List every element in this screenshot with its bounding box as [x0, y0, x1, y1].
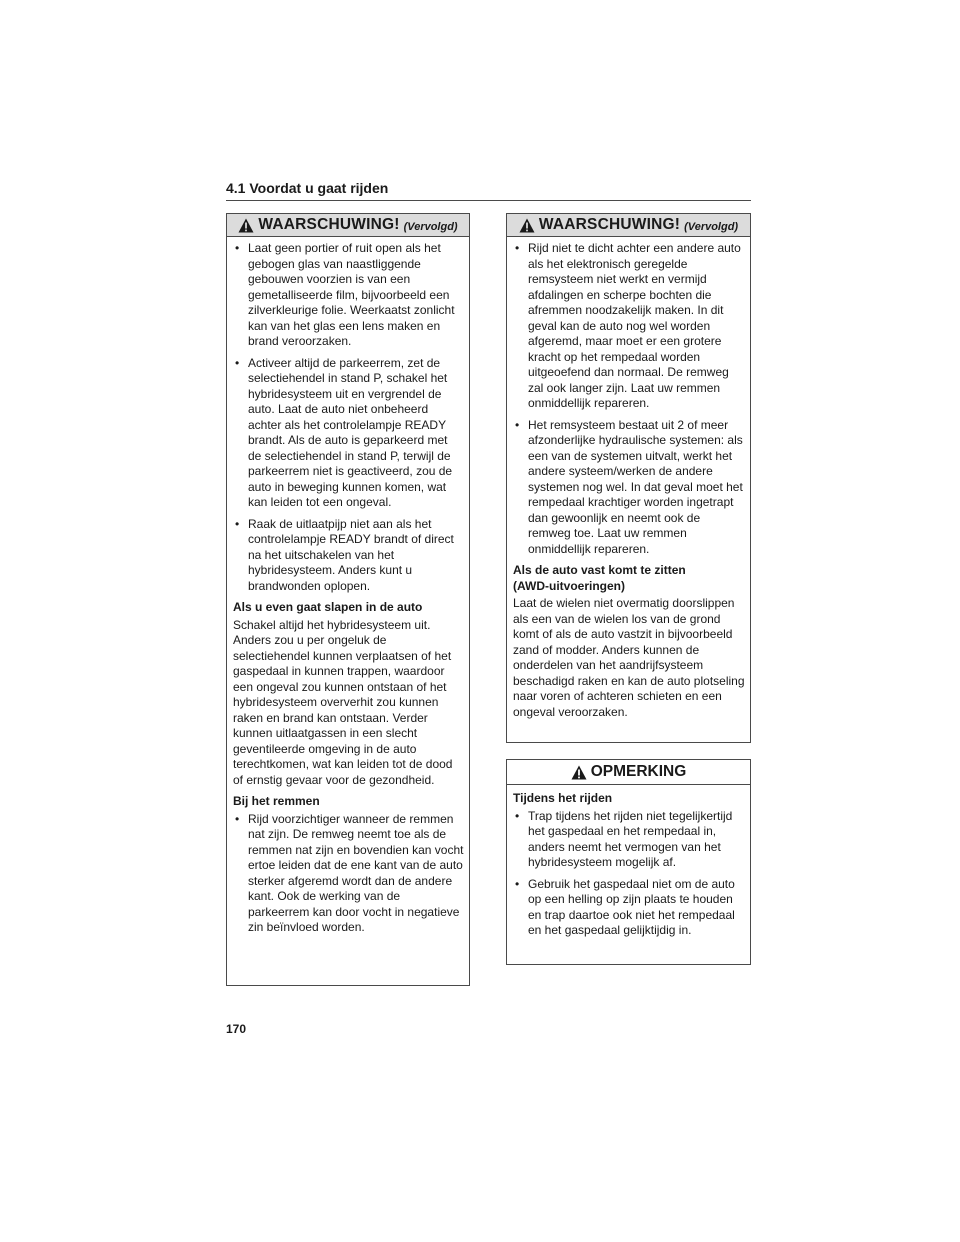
note-header	[507, 760, 750, 785]
warning-title: WAARSCHUWING!	[258, 216, 400, 233]
warning-header	[227, 214, 469, 237]
subheading-brake: Bij het remmen	[233, 794, 320, 808]
bullet-item: • Laat geen portier of ruit open als het gebogen glas van naastliggende gebouwen voorzien is van een gemetalliseerde film, bijvoorbeeld een zilverkleurige folie. Weerkaatst zonlicht kan van het glas een lens maken en brand veroorzaken.	[233, 241, 464, 350]
bullet-item: • Trap tijdens het rijden niet tegelijkertijd het gaspedaal en het rempedaal in, anders neemt het vermogen van het hybridesysteem mogelijk af.	[513, 809, 745, 871]
warning-box-left	[226, 213, 470, 986]
warning-box-right	[506, 213, 751, 743]
paragraph-stuck: Laat de wielen niet overmatig doorslippen als een van de wielen los van de grond komt of als de auto vastzit in bijvoorbeeld zand of modder. Anders kunnen de onderdelen van het aandrijfsysteem beschadigd raken en kan de auto plotseling naar voren of achteren schieten en een ongeval veroorzaken.	[513, 596, 745, 719]
subheading-sleep: Als u even gaat slapen in de auto	[233, 600, 423, 614]
warning-triangle-icon	[519, 218, 535, 233]
subheading-stuck: Als de auto vast komt te zitten	[513, 563, 686, 577]
note-title: OPMERKING	[590, 763, 687, 780]
section-title: 4.1 Voordat u gaat rijden	[226, 180, 751, 201]
bullet-item: • Activeer altijd de parkeerrem, zet de selectiehendel in stand P, schakel het hybridesysteem uit en vergrendel de auto. Laat de auto niet onbeheerd achter als het controlelampje READY brandt. Als de auto is geparkeerd met de selectiehendel in stand P, terwijl de parkeerrem niet is geactiveerd, zou de auto in beweging kunnen komen, wat kan leiden tot een ongeval.	[233, 356, 464, 511]
subheading-driving: Tijdens het rijden	[513, 791, 613, 805]
bullet-item: • Raak de uitlaatpijp niet aan als het controlelampje READY brandt of direct na het uitschakelen van het hybridesysteem. Anders kunt u brandwonden oplopen.	[233, 517, 464, 595]
continued-label: (Vervolgd)	[684, 220, 739, 233]
note-box	[506, 759, 751, 965]
warning-body	[507, 237, 750, 732]
bullet-item: • Rijd niet te dicht achter een andere auto als het elektronisch geregelde remsysteem niet werkt en vermijd afdalingen en scherpe bochten die afremmen noodzakelijk maken. In dit geval kan de auto nog wel worden afgeremd, maar moet er een grotere kracht op het rempedaal worden uitgeoefend dan normaal. De remweg zal ook langer zijn. Laat uw remmen onmiddellijk repareren.	[513, 241, 745, 412]
bullet-item: • Rijd voorzichtiger wanneer de remmen nat zijn. De remweg neemt toe als de remmen nat zijn en bovendien kan vocht ertoe leiden dat de ene kant van de auto sterker afgeremd wordt dan de andere kant. Ook de werking van de parkeerrem kan door vocht in negatieve zin beïnvloed worden.	[233, 812, 464, 936]
bullet-item: • Gebruik het gaspedaal niet om de auto op een helling op zijn plaats te houden en trap daartoe ook niet het rempedaal en het gaspedaal gelijktijdig in.	[513, 877, 745, 939]
note-body	[507, 785, 750, 951]
warning-body	[227, 237, 469, 948]
continued-label: (Vervolgd)	[403, 220, 458, 233]
warning-triangle-icon	[238, 218, 254, 233]
paragraph-sleep: Schakel altijd het hybridesysteem uit. Anders zou u per ongeluk de selectiehendel kunnen verplaatsen of het gaspedaal in kunnen trappen, waardoor een ongeval zou kunnen ontstaan of het hybridesysteem oververhit zou kunnen raken en brand kan ontstaan. Verder kunnen uitlaatgassen in een slecht geventileerde omgeving in de auto terechtkomen, wat kan leiden tot de dood of ernstig gevaar voor de gezondheid.	[233, 617, 453, 787]
warning-triangle-icon	[571, 765, 587, 780]
subheading-stuck-awd: (AWD-uitvoeringen)	[513, 578, 625, 593]
bullet-item: • Het remsysteem bestaat uit 2 of meer afzonderlijke hydraulische systemen: als een van de systemen uitvalt, werkt het andere systeem/werken de andere systemen nog wel. In dat geval moet het rempedaal krachtiger worden ingetrapt dan gewoonlijk en neemt ook de remweg toe. Laat uw remmen onmiddellijk repareren.	[513, 418, 745, 558]
warning-header	[507, 214, 750, 237]
page-number: 170	[226, 1022, 247, 1036]
warning-title: WAARSCHUWING!	[538, 216, 681, 233]
